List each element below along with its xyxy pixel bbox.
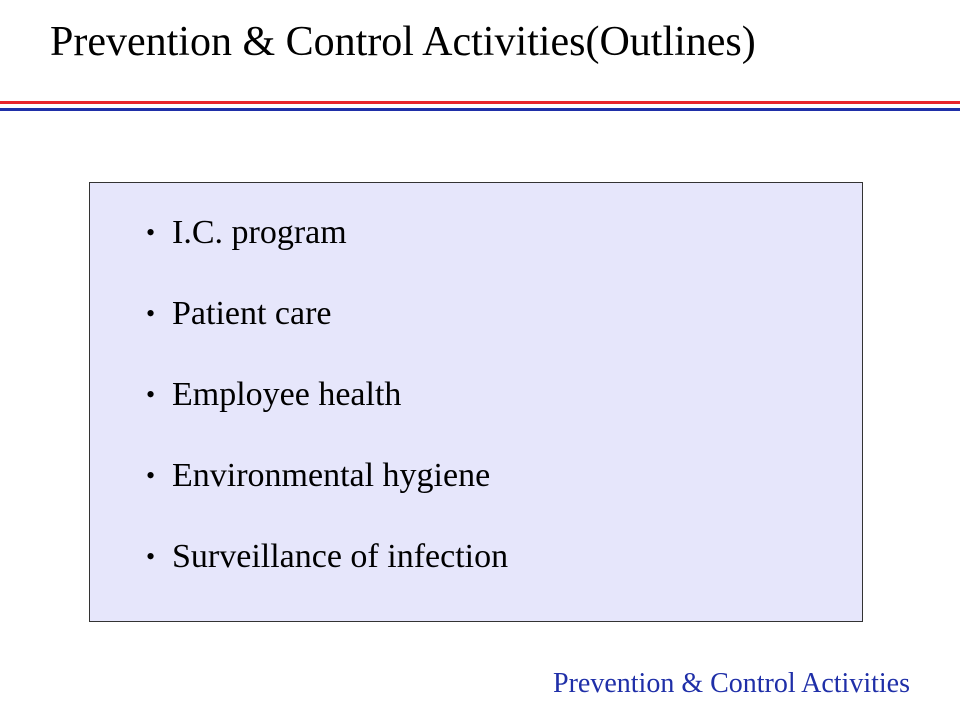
outline-item-label: Surveillance of infection bbox=[172, 538, 509, 575]
title-divider-red bbox=[0, 101, 960, 104]
outline-item-label: Employee health bbox=[172, 376, 402, 413]
slide-title: Prevention & Control Activities(Outlines) bbox=[50, 19, 756, 65]
outline-item-surveillance bbox=[146, 537, 508, 577]
bullet-icon: • bbox=[146, 542, 156, 571]
outline-list bbox=[146, 213, 508, 618]
bullet-icon: • bbox=[146, 299, 156, 328]
outline-item-label: Environmental hygiene bbox=[172, 457, 491, 494]
outline-item-ic-program bbox=[146, 213, 508, 253]
outline-item-employee-health bbox=[146, 375, 508, 415]
outline-item-label: I.C. program bbox=[172, 214, 347, 251]
outline-item-patient-care bbox=[146, 294, 508, 334]
bullet-icon: • bbox=[146, 380, 156, 409]
bullet-icon: • bbox=[146, 218, 156, 247]
slide-footer: Prevention & Control Activities bbox=[553, 668, 910, 699]
outline-panel bbox=[89, 182, 863, 622]
bullet-icon: • bbox=[146, 461, 156, 490]
outline-item-environmental-hygiene bbox=[146, 456, 508, 496]
title-divider-blue bbox=[0, 108, 960, 111]
outline-item-label: Patient care bbox=[172, 295, 332, 332]
